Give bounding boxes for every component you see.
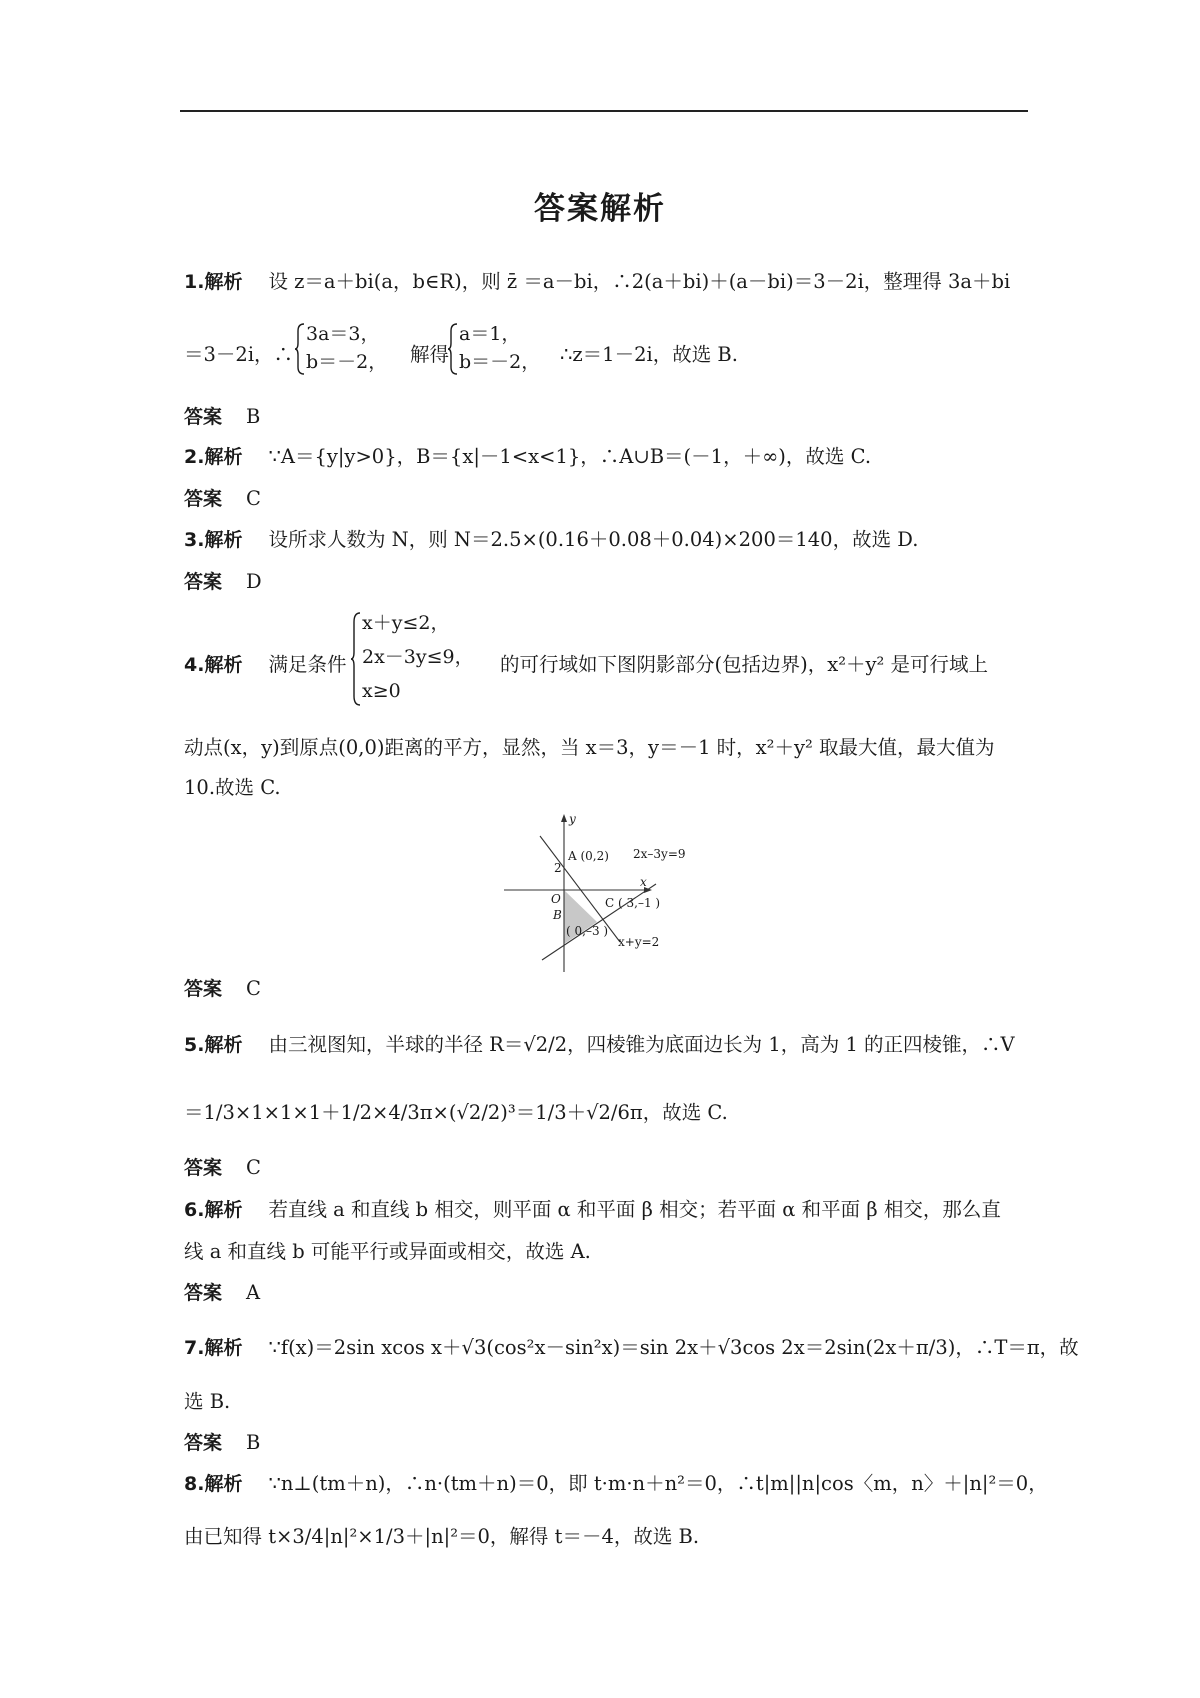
item-6-line-1: [184, 1200, 1032, 1220]
item-2-answer: C: [246, 487, 261, 510]
item-6-answer-label: 答案: [184, 1282, 223, 1304]
figure-origin: O: [551, 892, 561, 906]
item-6-answer-row: [184, 1283, 260, 1303]
item-1-label: 1.解析: [184, 271, 243, 293]
item-6-text-2: 线 a 和直线 b 可能平行或异面或相交，故选 A.: [184, 1240, 591, 1263]
item-7-text-1: ∵f(x)＝2sin xcos x＋√3(cos²x－sin²x)＝sin 2x＋√3cos 2x＝2sin(2x＋π/3)，∴T＝π，故: [268, 1336, 1079, 1359]
item-2-text-1: ∵A＝{y|y>0}，B＝{x|－1<x<1}，∴A∪B＝(－1，＋∞)，故选 C.: [268, 445, 872, 468]
item-1-system-1-row-2: b＝－2，: [306, 351, 388, 373]
feasible-region-figure: [500, 812, 720, 972]
item-1-text-1: 设 z＝a＋bi(a，b∈R)，则 z̄ ＝a－bi，∴2(a＋bi)＋(a－bi)＝3－2i，整理得 3a＋bi: [268, 270, 1011, 293]
item-4-text-1a: 满足条件: [268, 653, 347, 676]
item-1-line-1: [184, 272, 1032, 292]
item-6-label: 6.解析: [184, 1199, 243, 1221]
item-7-label: 7.解析: [184, 1337, 243, 1359]
figure-point-b-coord: ( 0,–3 ): [566, 924, 609, 938]
item-5-answer-row: [184, 1158, 261, 1178]
header-rule: [180, 110, 1028, 112]
item-4-label: 4.解析: [184, 654, 243, 676]
figure-line-label-2: x+y=2: [618, 935, 660, 949]
item-4-line-3: [184, 778, 1032, 798]
item-7-text-2: 选 B.: [184, 1390, 231, 1413]
item-1-system-2-row-1: a＝1，: [459, 323, 521, 345]
item-3-text-1: 设所求人数为 N，则 N＝2.5×(0.16＋0.08＋0.04)×200＝140，故选 D.: [268, 528, 919, 551]
item-4-text-3: 10.故选 C.: [184, 776, 281, 799]
item-7-line-1: [184, 1336, 1079, 1359]
item-1-answer-row: [184, 407, 260, 427]
item-2-answer-label: 答案: [184, 488, 223, 510]
item-2-label: 2.解析: [184, 446, 243, 468]
figure-axis-y: y: [569, 812, 576, 826]
item-4-system-row-1: x＋y≤2，: [362, 612, 450, 634]
item-5-line-2: [184, 1103, 1032, 1123]
item-3-answer-row: [184, 572, 262, 592]
item-5-text-1: 由三视图知，半球的半径 R＝√2/2，四棱锥为底面边长为 1，高为 1 的正四棱锥，∴V: [268, 1033, 1015, 1056]
item-4-line-1b: [500, 655, 988, 675]
item-7-line-2: [184, 1392, 1032, 1412]
item-2-answer-row: [184, 489, 261, 509]
page-title: 答案解析: [534, 191, 666, 227]
brace-icon: [350, 612, 362, 706]
figure-point-a: A (0,2): [568, 849, 609, 863]
item-1-answer-label: 答案: [184, 406, 223, 428]
item-8-text-1: ∵n⊥(tm＋n)，∴n·(tm＋n)＝0，即 t·m·n＋n²＝0，∴t|m||n|cos〈m，n〉＋|n|²＝0，: [268, 1472, 1048, 1495]
figure-point-c: C ( 3,–1 ): [605, 896, 661, 910]
item-8-line-2: [184, 1527, 1032, 1547]
item-6-line-2: [184, 1242, 1032, 1262]
item-7-answer-row: [184, 1433, 260, 1453]
item-5-answer: C: [246, 1156, 261, 1179]
item-1-answer: B: [246, 405, 261, 428]
figure-tick-2: 2: [554, 861, 562, 875]
item-5-line-1: [184, 1035, 1032, 1055]
item-4-line-1a: [184, 655, 346, 675]
item-2-line-1: [184, 447, 1032, 467]
item-8-text-2: 由已知得 t×3/4|n|²×1/3＋|n|²＝0，解得 t＝－4，故选 B.: [184, 1525, 700, 1548]
item-4-system-row-3: x≥0: [362, 680, 401, 702]
item-1-system-2-row-2: b＝－2，: [459, 351, 541, 373]
figure-axis-x: x: [640, 875, 647, 889]
item-4-answer: C: [246, 977, 261, 1000]
item-5-text-2: ＝1/3×1×1×1＋1/2×4/3π×(√2/2)³＝1/3＋√2/6π，故选 C.: [184, 1101, 728, 1124]
item-4-answer-label: 答案: [184, 978, 223, 1000]
item-4-system-row-2: 2x－3y≤9，: [362, 646, 474, 668]
item-4-text-1b: 的可行域如下图阴影部分(包括边界)，x²＋y² 是可行域上: [500, 653, 989, 676]
item-1-text-2b: 解得: [410, 343, 450, 366]
brace-icon: [294, 323, 306, 375]
item-4-answer-row: [184, 979, 261, 999]
item-8-line-1: [184, 1472, 1048, 1495]
item-3-answer: D: [246, 570, 262, 593]
item-7-answer-label: 答案: [184, 1432, 223, 1454]
item-1-system-1-row-1: 3a＝3，: [306, 323, 380, 345]
item-4-line-2: [184, 738, 1032, 758]
item-3-line-1: [184, 530, 1032, 550]
item-1-text-2c-wrap: [560, 345, 738, 365]
brace-icon: [447, 323, 459, 375]
y-axis-arrow-icon: [561, 814, 567, 822]
item-1-text-2b-wrap: [410, 345, 449, 365]
item-3-label: 3.解析: [184, 529, 243, 551]
item-7-answer: B: [246, 1431, 261, 1454]
item-6-answer: A: [246, 1281, 261, 1304]
item-5-answer-label: 答案: [184, 1157, 223, 1179]
item-1-text-2c: ∴z＝1－2i，故选 B.: [560, 343, 738, 366]
item-5-label: 5.解析: [184, 1034, 243, 1056]
item-3-answer-label: 答案: [184, 571, 223, 593]
item-6-text-1: 若直线 a 和直线 b 相交，则平面 α 和平面 β 相交；若平面 α 和平面 β 相交，那么直: [268, 1198, 1001, 1221]
item-8-label: 8.解析: [184, 1473, 243, 1495]
figure-line-label-1: 2x–3y=9: [633, 847, 686, 861]
item-1-text-2a: ＝3－2i，∴: [184, 343, 294, 366]
item-4-text-2: 动点(x，y)到原点(0,0)距离的平方，显然，当 x＝3，y＝－1 时，x²＋y² 取最大值，最大值为: [184, 736, 995, 759]
figure-point-b: B: [553, 908, 562, 922]
